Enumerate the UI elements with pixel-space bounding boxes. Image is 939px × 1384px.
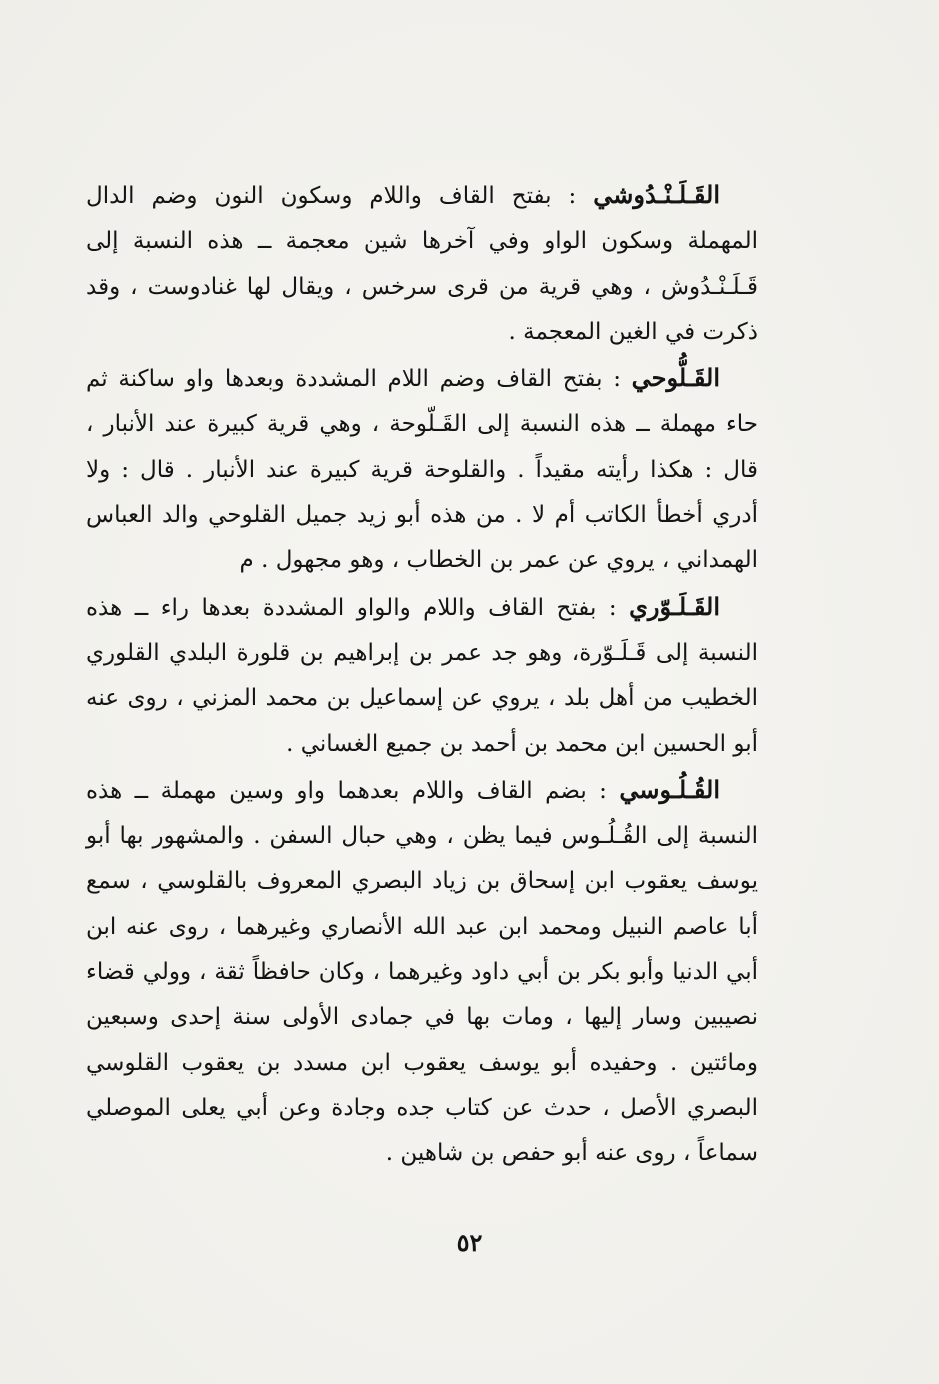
headword: القَـلَـوّري bbox=[629, 591, 720, 621]
entry-text: : بفتح القاف وضم اللام المشددة وبعدها واو ساكنة ثم حاء مهملة ــ هذه النسبة إلى القَـلّوحة ، وهي قرية كبيرة عند الأنبار ، قال : هكذا رأيته مقيداً . والقلوحة قرية كبيرة عند الأنبار . قال : ولا أدري أخطأ الكاتب أم لا . من هذه أبو زيد جميل القلوحي والد العباس الهمداني ، يروي عن عمر بن الخطاب ، وهو مجهول . م bbox=[86, 366, 758, 574]
page-number: ٥٢ bbox=[456, 1228, 483, 1257]
entry-text: : بفتح القاف واللام والواو المشددة بعدها راء ــ هذه النسبة إلى قَـلَـوّرة، وهو جد عمر بن إبراهيم بن قلورة البلدي القلوري الخطيب من أهل بلد ، يروي عن إسماعيل بن محمد المزني ، روى عنه أبو الحسين ابن محمد بن أحمد بن جميع الغساني . bbox=[86, 594, 758, 757]
entry-qalluhi bbox=[86, 355, 758, 583]
page-text bbox=[86, 172, 758, 1177]
entry-qalawwari bbox=[86, 584, 758, 767]
entry-qulusi bbox=[86, 767, 758, 1177]
entry-qalandushi bbox=[86, 172, 758, 355]
headword: القَـلَـنْـدُوشي bbox=[593, 180, 720, 209]
headword: القَـلُّوحي bbox=[631, 363, 720, 393]
entry-text: : بضم القاف واللام بعدهما واو وسين مهملة ــ هذه النسبة إلى القُـلُـوس فيما يظن ، وهي حبال السفن . والمشهور بها أبو يوسف يعقوب ابن إسحاق بن زياد البصري المعروف بالقلوسي ، سمع أبا عاصم النبيل ومحمد ابن عبد الله الأنصاري وغيرهما ، روى عنه ابن أبي الدنيا وأبو بكر بن أبي داود وغيرهما ، وكان حافظاً ثقة ، وولي قضاء نصيبين وسار إليها ، ومات بها في جمادى الأولى سنة إحدى وسبعين ومائتين . وحفيده أبو يوسف يعقوب ابن مسدد بن يعقوب القلوسي البصري الأصل ، حدث عن كتاب جده وجادة وعن أبي يعلى الموصلي سماعاً ، روى عنه أبو حفص بن شاهين . bbox=[86, 777, 758, 1167]
headword: القُـلُـوسي bbox=[619, 774, 720, 804]
entry-text: : بفتح القاف واللام وسكون النون وضم الدال المهملة وسكون الواو وفي آخرها شين معجمة ــ هذه النسبة إلى قَـلَـنْـدُوش ، وهي قرية من قرى سرخس ، ويقال لها غنادوست ، وقد ذكرت في الغين المعجمة . bbox=[86, 183, 758, 345]
